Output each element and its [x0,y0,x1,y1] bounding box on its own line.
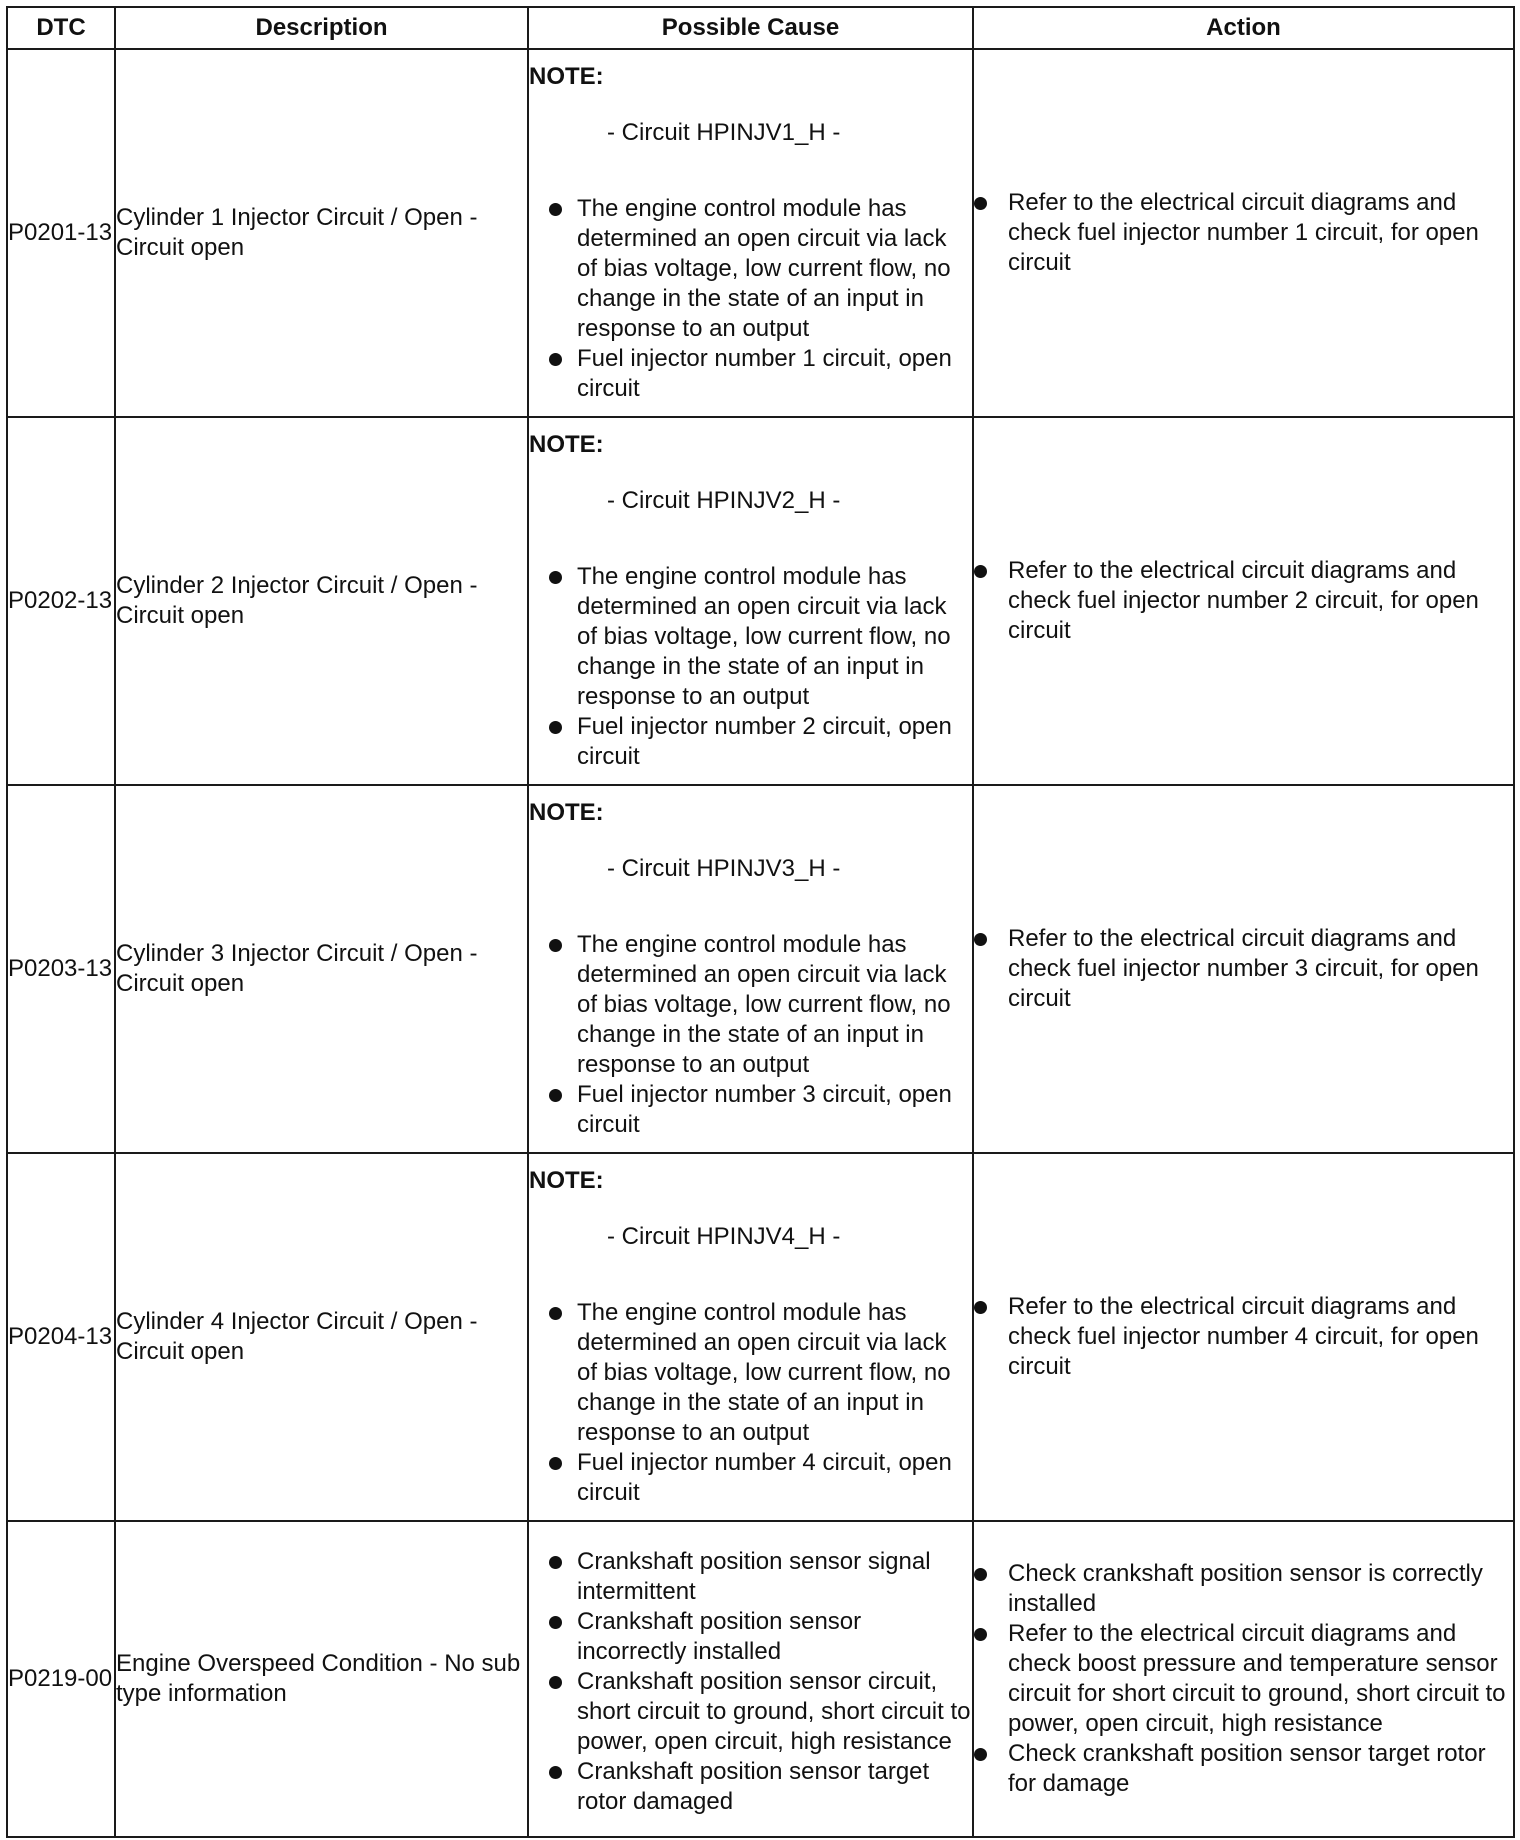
dtc-code: P0204-13 [7,1153,115,1521]
dtc-description: Cylinder 3 Injector Circuit / Open - Circuit open [115,785,528,1153]
header-possible-cause: Possible Cause [528,7,973,49]
action-item: Check crankshaft position sensor is correctly installed [974,1559,1513,1619]
table-row [7,785,1514,1153]
action-list [974,188,1513,278]
note-label: NOTE: [529,63,604,90]
cause-item: Crankshaft position sensor circuit, short circuit to ground, short circuit to power, open circuit, high resistance [529,1667,972,1757]
cause-item: Fuel injector number 1 circuit, open circuit [529,344,972,404]
action-list [974,924,1513,1014]
cause-list [529,930,972,1140]
table-row [7,49,1514,417]
possible-cause-cell [528,785,973,1153]
possible-cause-cell [528,49,973,417]
action-cell [973,1521,1514,1837]
table-row [7,1153,1514,1521]
cause-item: Crankshaft position sensor incorrectly installed [529,1607,972,1667]
action-cell [973,1153,1514,1521]
dtc-code: P0219-00 [7,1521,115,1837]
dtc-description: Cylinder 1 Injector Circuit / Open - Circuit open [115,49,528,417]
cause-item: Crankshaft position sensor target rotor damaged [529,1757,972,1817]
cause-list [529,1298,972,1508]
action-item: Refer to the electrical circuit diagrams and check fuel injector number 4 circuit, for open circuit [974,1292,1513,1382]
circuit-name: - Circuit HPINJV3_H - [607,855,841,882]
cause-item: Fuel injector number 3 circuit, open circuit [529,1080,972,1140]
action-item: Refer to the electrical circuit diagrams and check fuel injector number 1 circuit, for open circuit [974,188,1513,278]
action-cell [973,49,1514,417]
possible-cause-cell [528,417,973,785]
action-cell [973,785,1514,1153]
circuit-name: - Circuit HPINJV1_H - [607,119,841,146]
table-row [7,417,1514,785]
header-dtc: DTC [7,7,115,49]
action-list [974,1292,1513,1382]
cause-item: Fuel injector number 4 circuit, open circuit [529,1448,972,1508]
dtc-code: P0201-13 [7,49,115,417]
dtc-code: P0203-13 [7,785,115,1153]
circuit-name: - Circuit HPINJV4_H - [607,1223,841,1250]
note-label: NOTE: [529,799,604,826]
possible-cause-cell [528,1521,973,1837]
note-label: NOTE: [529,431,604,458]
dtc-description: Cylinder 4 Injector Circuit / Open - Circuit open [115,1153,528,1521]
table-header-row [7,7,1514,49]
table-row [7,1521,1514,1837]
action-item: Refer to the electrical circuit diagrams and check boost pressure and temperature sensor circuit for short circuit to ground, short circuit to power, open circuit, high resistance [974,1619,1513,1739]
dtc-description: Engine Overspeed Condition - No sub type information [115,1521,528,1837]
action-cell [973,417,1514,785]
cause-item: The engine control module has determined an open circuit via lack of bias voltage, low current flow, no change in the state of an input in response to an output [529,1298,972,1448]
note-label: NOTE: [529,1167,604,1194]
header-action: Action [973,7,1514,49]
cause-list [529,1547,972,1817]
action-item: Refer to the electrical circuit diagrams and check fuel injector number 2 circuit, for open circuit [974,556,1513,646]
dtc-code: P0202-13 [7,417,115,785]
cause-item: Crankshaft position sensor signal intermittent [529,1547,972,1607]
cause-list [529,562,972,772]
dtc-table [6,6,1515,1838]
cause-item: The engine control module has determined an open circuit via lack of bias voltage, low current flow, no change in the state of an input in response to an output [529,562,972,712]
circuit-name: - Circuit HPINJV2_H - [607,487,841,514]
possible-cause-cell [528,1153,973,1521]
action-list [974,556,1513,646]
action-list [974,1559,1513,1799]
cause-item: The engine control module has determined an open circuit via lack of bias voltage, low current flow, no change in the state of an input in response to an output [529,194,972,344]
cause-item: The engine control module has determined an open circuit via lack of bias voltage, low current flow, no change in the state of an input in response to an output [529,930,972,1080]
dtc-description: Cylinder 2 Injector Circuit / Open - Circuit open [115,417,528,785]
header-description: Description [115,7,528,49]
cause-item: Fuel injector number 2 circuit, open circuit [529,712,972,772]
action-item: Refer to the electrical circuit diagrams and check fuel injector number 3 circuit, for open circuit [974,924,1513,1014]
cause-list [529,194,972,404]
action-item: Check crankshaft position sensor target rotor for damage [974,1739,1513,1799]
